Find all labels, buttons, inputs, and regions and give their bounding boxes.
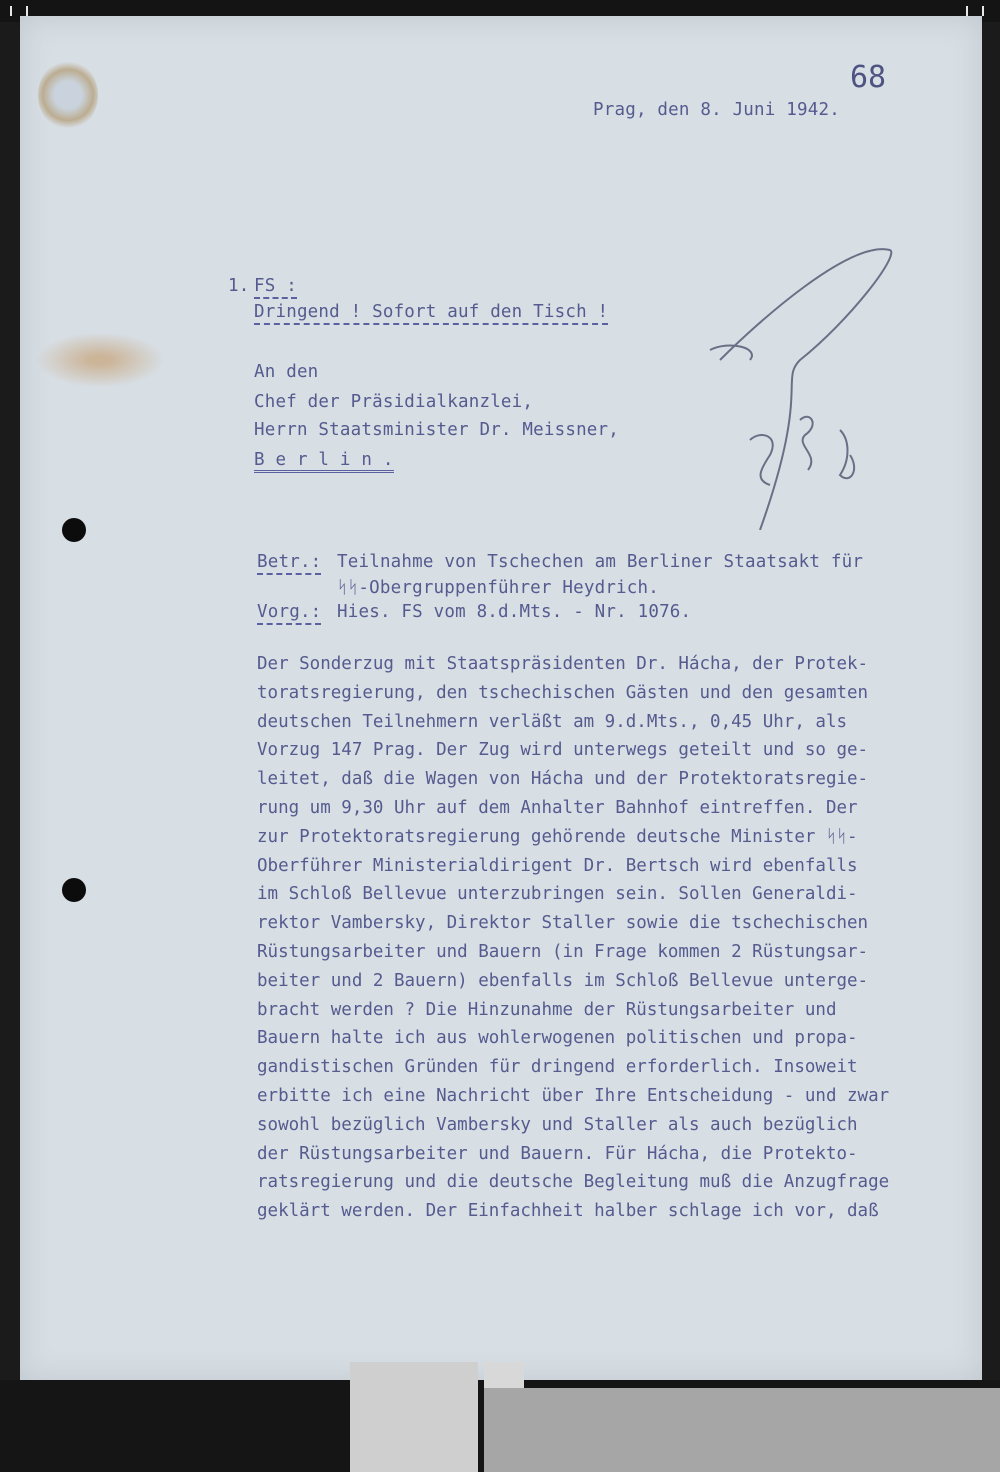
body-line: rektor Vambersky, Direktor Staller sowie die tschechischen	[257, 913, 869, 934]
body-line: leitet, daß die Wagen von Hácha und der Protektoratsregie-	[257, 769, 869, 790]
vorg-label: Vorg.:	[257, 602, 321, 625]
vorg-text: Hies. FS vom 8.d.Mts. - Nr. 1076.	[337, 602, 692, 622]
page-number: 68	[850, 60, 887, 95]
body-line: Vorzug 147 Prag. Der Zug wird unterwegs geteilt und so ge-	[257, 740, 869, 761]
body-line: im Schloß Bellevue unterzubringen sein. Sollen Generaldi-	[257, 884, 858, 905]
body-line: zur Protektoratsregierung gehörende deutsche Minister ᛋᛋ-	[257, 826, 858, 847]
paper-stain	[38, 60, 98, 130]
body-line: beiter und 2 Bauern) ebenfalls im Schloß Bellevue unterge-	[257, 970, 869, 991]
body-line: ratsregierung und die deutsche Begleitung muß die Anzugfrage	[257, 1172, 890, 1193]
body-line: Der Sonderzug mit Staatspräsidenten Dr. Hácha, der Protek-	[257, 654, 869, 674]
body-line: Bauern halte ich aus wohlerwogenen politischen und propa-	[257, 1028, 858, 1049]
betr-text: Teilnahme von Tschechen am Berliner Staatsakt für	[337, 552, 864, 572]
punch-hole	[62, 518, 86, 542]
body-line: erbitte ich eine Nachricht über Ihre Entscheidung - und zwar	[257, 1086, 890, 1106]
body-line: der Rüstungsarbeiter und Bauern. Für Hácha, die Protekto-	[257, 1143, 858, 1164]
gray-card	[484, 1362, 524, 1388]
body-line: rung um 9,30 Uhr auf dem Anhalter Bahnhof eintreffen. Der	[257, 798, 858, 818]
betr-text: ᛋᛋ-Obergruppenführer Heydrich.	[337, 578, 660, 598]
punch-hole	[62, 878, 86, 902]
address-line: Herrn Staatsminister Dr. Meissner,	[254, 420, 620, 440]
gray-card	[350, 1362, 478, 1472]
body-line: toratsregierung, den tschechischen Gästen und den gesamten	[257, 682, 869, 703]
address-city: B e r l i n .	[254, 450, 394, 473]
date-line: Prag, den 8. Juni 1942.	[593, 100, 840, 120]
paper-stain	[30, 330, 170, 390]
item-prefix: 1.	[228, 276, 250, 296]
body-line: Oberführer Ministerialdirigent Dr. Bertsch wird ebenfalls	[257, 855, 858, 876]
body-line: geklärt werden. Der Einfachheit halber schlage ich vor, daß	[257, 1201, 879, 1222]
body-line: sowohl bezüglich Vambersky und Staller als auch bezüglich	[257, 1114, 858, 1135]
body-line: deutschen Teilnehmern verläßt am 9.d.Mts., 0,45 Uhr, als	[257, 711, 848, 732]
urgent-line: Dringend ! Sofort auf den Tisch !	[254, 302, 608, 325]
body-line: bracht werden ? Die Hinzunahme der Rüstungsarbeiter und	[257, 999, 837, 1020]
address-line: An den	[254, 362, 319, 382]
address-line: Chef der Präsidialkanzlei,	[254, 392, 534, 412]
body-line: gandistischen Gründen für dringend erforderlich. Insoweit	[257, 1057, 858, 1078]
fs-label: FS :	[254, 276, 297, 299]
body-line: Rüstungsarbeiter und Bauern (in Frage kommen 2 Rüstungsar-	[257, 942, 869, 962]
gray-card	[484, 1388, 1000, 1472]
betr-label: Betr.:	[257, 552, 321, 575]
handwritten-annotation	[700, 230, 940, 530]
